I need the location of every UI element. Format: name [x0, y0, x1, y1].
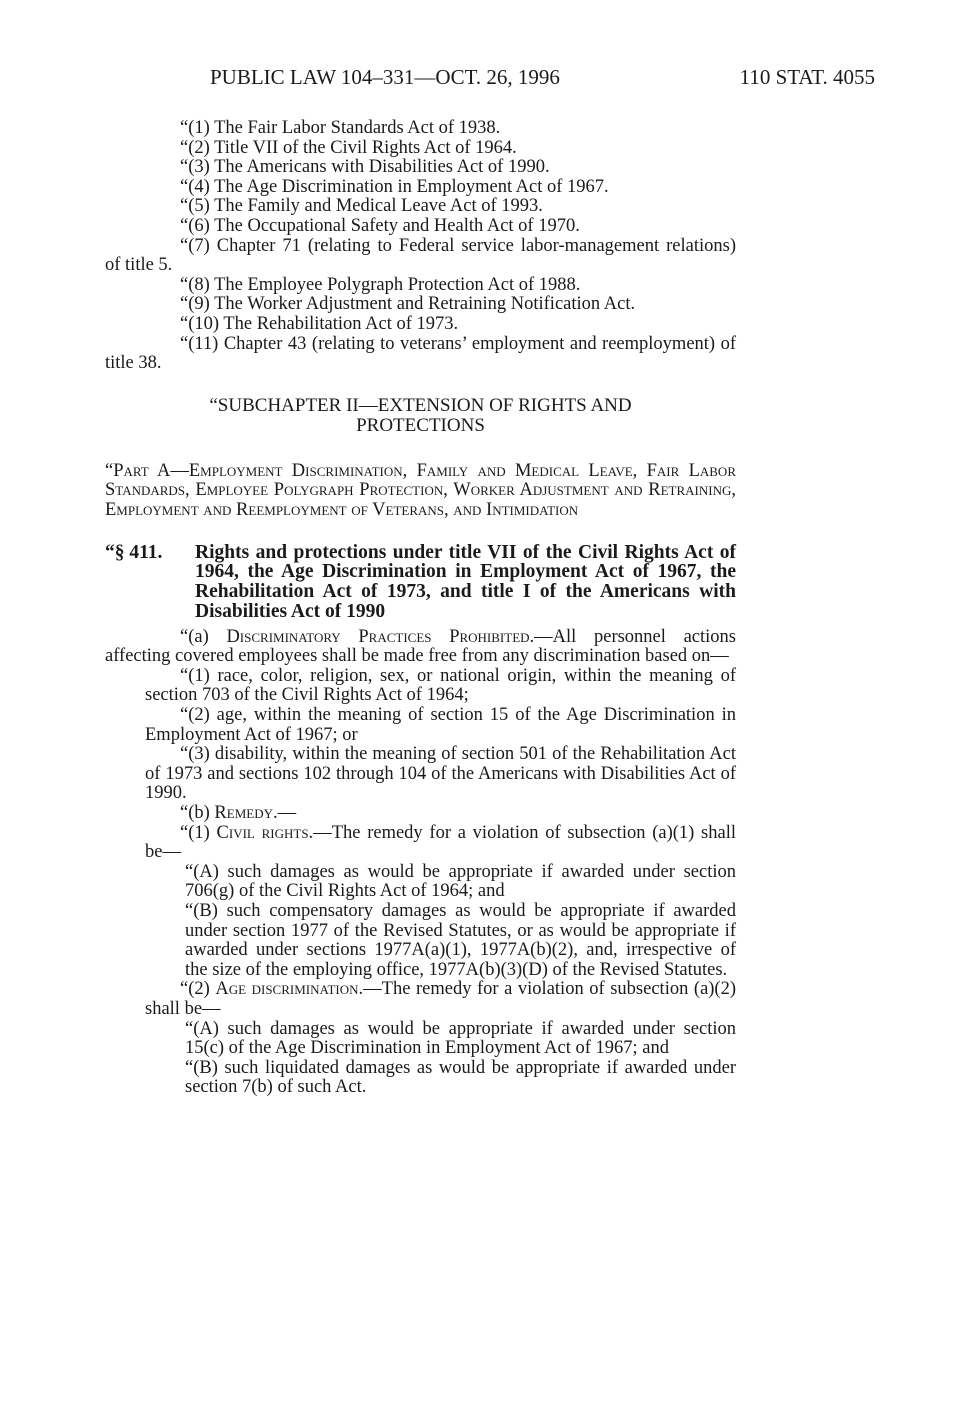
paragraph-item: “(3) disability, within the meaning of section 501 of the Rehabilitation Act of 1973 and sections 102 through 104 of the Americans with Disabilities Act of 1990. [145, 744, 736, 804]
subsection-b-heading: Remedy. [214, 803, 278, 824]
subchapter-heading [105, 396, 736, 436]
paragraph-b1 [105, 824, 736, 863]
subsection-b-dash: — [277, 803, 297, 824]
subparagraph-item: “(B) such compensatory damages as would be appropriate if awarded under section 1977 of the Revised Statutes, or as would be appropriate if awarded under sections 1977A(a)(1), 1977A(b)(2), and, irrespective of the size of the employing office, 1977A(b)(3)(D) of the Revised Statutes. [185, 901, 736, 980]
list-item: “(10) The Rehabilitation Act of 1973. [180, 313, 459, 334]
paragraph-b2-heading: Age discrimination. [215, 979, 364, 1000]
document-body [105, 119, 736, 1098]
subsection-b-lead: “(b) [180, 803, 215, 824]
list-item: “(1) The Fair Labor Standards Act of 1938. [180, 118, 501, 138]
paragraph-b1-lead: “(1) [180, 822, 217, 843]
list-item: “(4) The Age Discrimination in Employment Act of 1967. [180, 176, 609, 197]
subsection-a-lead: “(a) [180, 626, 227, 647]
subparagraph-item: “(A) such damages as would be appropriate if awarded under section 706(g) of the Civil Rights Act of 1964; and [185, 861, 736, 902]
list-item: “(11) Chapter 43 (relating to veterans’ employment and reemployment) of title 38. [105, 333, 736, 374]
list-item: “(5) The Family and Medical Leave Act of 1993. [180, 196, 543, 217]
subparagraph-item: “(B) such liquidated damages as would be appropriate if awarded under section 7(b) of such Act. [185, 1057, 736, 1098]
subchapter-heading-line2: PROTECTIONS [356, 414, 485, 436]
paragraph-b2-lead: “(2) [180, 979, 216, 1000]
paragraph-b2-text: —The remedy for a violation of subsection (a)(2) shall be— [145, 979, 737, 1019]
subsection-b [105, 804, 736, 824]
header-public-law: PUBLIC LAW 104–331—OCT. 26, 1996 [210, 65, 560, 89]
paragraph-item: “(1) race, color, religion, sex, or national origin, within the meaning of section 703 of the Civil Rights Act of 1964; [145, 665, 736, 706]
section-title: Rights and protections under title VII of the Civil Rights Act of 1964, the Age Discrimination in Employment Act of 1967, the Rehabilitation Act of 1973, and title I of the Americans with Disabilities Act of 1990 [195, 541, 736, 622]
subsection-a-heading: Discriminatory Practices Prohibited. [226, 626, 535, 647]
header-statute-page: 110 STAT. 4055 [739, 65, 875, 89]
section-heading [105, 543, 736, 622]
list-item: “(9) The Worker Adjustment and Retraining Notification Act. [180, 294, 636, 315]
list-item: “(6) The Occupational Safety and Health Act of 1970. [180, 215, 580, 236]
paragraph-item: “(2) age, within the meaning of section 15 of the Age Discrimination in Employment Act of 1967; or [145, 705, 736, 745]
paragraph-b1-heading: Civil rights. [216, 822, 314, 843]
list-item: “(3) The Americans with Disabilities Act of 1990. [180, 157, 550, 178]
subsection-a-text: —All personnel actions affecting covered employees shall be made free from any discrimination based on— [105, 626, 736, 667]
subsection-a [105, 628, 736, 667]
section-number: “§ 411. [105, 541, 163, 563]
paragraph-b2 [105, 980, 736, 1019]
list-item: “(2) Title VII of the Civil Rights Act of 1964. [180, 137, 517, 158]
list-item: “(8) The Employee Polygraph Protection Act of 1988. [180, 274, 581, 295]
subparagraph-item: “(A) such damages as would be appropriate if awarded under section 15(c) of the Age Discrimination in Employment Act of 1967; and [185, 1018, 736, 1059]
part-heading: “Part A—Employment Discrimination, Family and Medical Leave, Fair Labor Standards, Employee Polygraph Protection, Worker Adjustment and Retraining, Employment and Reemployment of Veterans, and Intimidation [105, 460, 736, 520]
subchapter-heading-line1: “SUBCHAPTER II—EXTENSION OF RIGHTS AND [209, 394, 632, 416]
list-item: “(7) Chapter 71 (relating to Federal service labor-management relations) of title 5. [105, 235, 736, 276]
paragraph-b1-text: —The remedy for a violation of subsection (a)(1) shall be— [145, 822, 736, 863]
